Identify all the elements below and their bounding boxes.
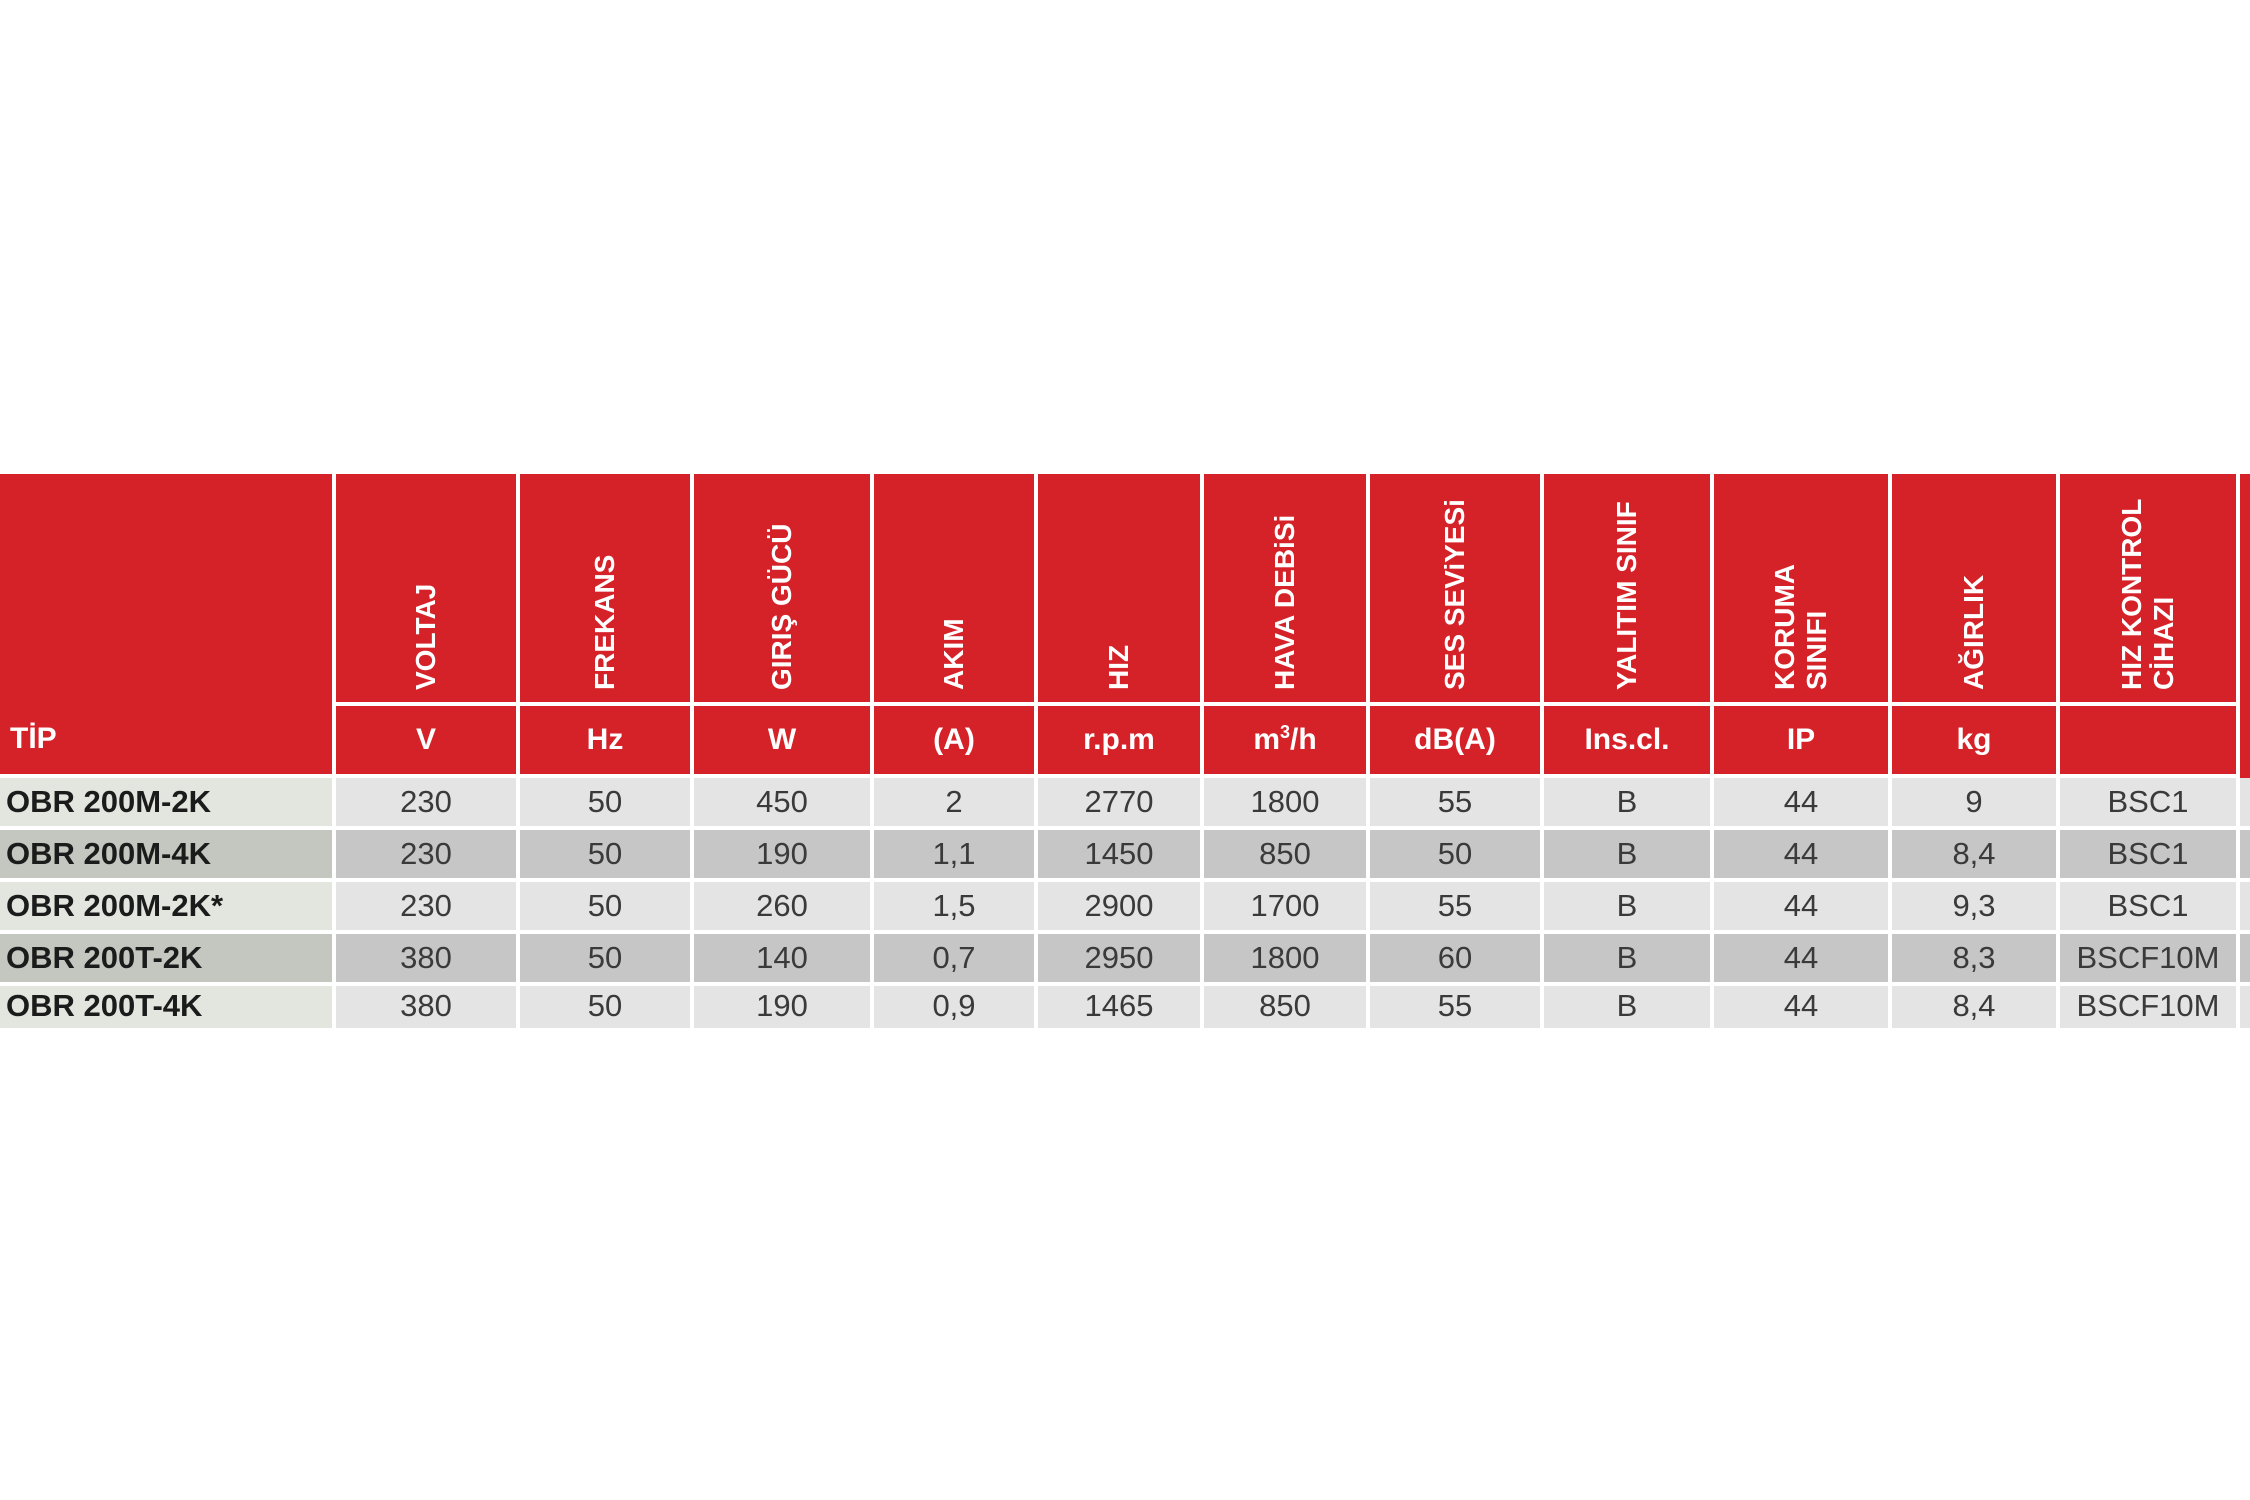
edge-cell [2240, 934, 2250, 986]
table-cell: 850 [1204, 986, 1370, 1028]
hava-debisi-header [1204, 474, 1370, 706]
yalitim-sinifi-header [1544, 474, 1714, 706]
hava-debisi-unit [1204, 706, 1370, 778]
hiz-header [1038, 474, 1204, 706]
table-cell: BSC1 [2060, 882, 2240, 934]
table-cell: 2 [874, 778, 1038, 830]
table-cell: 55 [1370, 882, 1544, 934]
table-cell: B [1544, 778, 1714, 830]
hava-debisi-header-label: HAVA DEBiSi [1269, 514, 1300, 690]
table-cell: 44 [1714, 882, 1892, 934]
table-row [0, 934, 2250, 986]
table-cell: 1,5 [874, 882, 1038, 934]
table-cell: 190 [694, 830, 874, 882]
table-cell: 44 [1714, 830, 1892, 882]
table-cell: 1700 [1204, 882, 1370, 934]
table-cell: 50 [520, 934, 694, 986]
table-cell: 1465 [1038, 986, 1204, 1028]
table-row [0, 882, 2250, 934]
hava-unit-main: m [1253, 723, 1280, 756]
table-cell: 8,4 [1892, 830, 2060, 882]
akim-unit: (A) [874, 706, 1038, 778]
frekans-header [520, 474, 694, 706]
table-cell: 0,7 [874, 934, 1038, 986]
hiz-kontrol-header [2060, 474, 2240, 706]
table-cell: 450 [694, 778, 874, 830]
table-cell: 9,3 [1892, 882, 2060, 934]
agirlik-unit: kg [1892, 706, 2060, 778]
table-cell: 380 [336, 986, 520, 1028]
table-row [0, 778, 2250, 830]
hiz-kontrol-unit [2060, 706, 2240, 778]
table-cell: 8,4 [1892, 986, 2060, 1028]
row-tip: OBR 200M-4K [0, 830, 336, 882]
row-tip: OBR 200T-2K [0, 934, 336, 986]
row-tip: OBR 200M-2K [0, 778, 336, 830]
table-cell: BSCF10M [2060, 986, 2240, 1028]
giris-gucu-header [694, 474, 874, 706]
table-cell: BSC1 [2060, 830, 2240, 882]
table-cell: 190 [694, 986, 874, 1028]
table-cell: 8,3 [1892, 934, 2060, 986]
hiz-header-label: HIZ [1103, 644, 1134, 690]
giris-gucu-unit: W [694, 706, 874, 778]
table-cell: 2770 [1038, 778, 1204, 830]
table-cell: 9 [1892, 778, 2060, 830]
table-cell: B [1544, 830, 1714, 882]
edge-cell [2240, 778, 2250, 830]
edge-cell [2240, 830, 2250, 882]
hiz-unit: r.p.m [1038, 706, 1204, 778]
table-cell: 60 [1370, 934, 1544, 986]
table-cell: 140 [694, 934, 874, 986]
frekans-unit: Hz [520, 706, 694, 778]
akim-header-label: AKIM [938, 618, 969, 690]
edge-cell [2240, 882, 2250, 934]
voltaj-unit: V [336, 706, 520, 778]
table-cell: B [1544, 882, 1714, 934]
table-cell: 230 [336, 830, 520, 882]
table-cell: 1450 [1038, 830, 1204, 882]
row-tip: OBR 200M-2K* [0, 882, 336, 934]
yalitim-unit: Ins.cl. [1544, 706, 1714, 778]
ses-seviyesi-unit: dB(A) [1370, 706, 1544, 778]
table-cell: B [1544, 986, 1714, 1028]
table-cell: 230 [336, 778, 520, 830]
table-cell: B [1544, 934, 1714, 986]
hiz-kontrol-line1: HIZ KONTROL [2116, 498, 2147, 690]
table-cell: 380 [336, 934, 520, 986]
hiz-kontrol-line2: CİHAZI [2148, 596, 2179, 690]
table-cell: BSCF10M [2060, 934, 2240, 986]
table-cell: 850 [1204, 830, 1370, 882]
hiz-kontrol-header-label [2116, 499, 2180, 690]
table-cell: BSC1 [2060, 778, 2240, 830]
table-cell: 55 [1370, 778, 1544, 830]
yalitim-sinifi-header-label: YALITIM SINIF [1611, 501, 1642, 690]
table-cell: 55 [1370, 986, 1544, 1028]
table-cell: 50 [520, 986, 694, 1028]
table-cell: 2900 [1038, 882, 1204, 934]
table-cell: 44 [1714, 778, 1892, 830]
ses-seviyesi-header [1370, 474, 1544, 706]
edge-cell [2240, 986, 2250, 1028]
koruma-sinifi-header-label [1769, 564, 1833, 690]
table-cell: 44 [1714, 986, 1892, 1028]
voltaj-header-label: VOLTAJ [410, 583, 441, 690]
table-cell: 0,9 [874, 986, 1038, 1028]
table-cell: 1800 [1204, 778, 1370, 830]
table-cell: 50 [520, 830, 694, 882]
table-cell: 50 [1370, 830, 1544, 882]
giris-gucu-header-label: GIRIŞ GÜCÜ [766, 523, 797, 690]
table-row [0, 830, 2250, 882]
hava-unit-tail: /h [1290, 723, 1317, 756]
voltaj-header [336, 474, 520, 706]
table-cell: 50 [520, 882, 694, 934]
tip-label: TİP [10, 722, 57, 755]
koruma-line2: SINIFI [1801, 610, 1832, 690]
koruma-sinifi-header [1714, 474, 1892, 706]
hava-unit-sup: 3 [1280, 722, 1291, 742]
spec-table [0, 474, 2250, 1028]
tip-header [0, 474, 336, 778]
koruma-line1: KORUMA [1769, 564, 1800, 690]
table-cell: 2950 [1038, 934, 1204, 986]
agirlik-header [1892, 474, 2060, 706]
table-cell: 50 [520, 778, 694, 830]
row-tip: OBR 200T-4K [0, 986, 336, 1028]
table-cell: 44 [1714, 934, 1892, 986]
table-row [0, 986, 2250, 1028]
frekans-header-label: FREKANS [589, 554, 620, 690]
table-cell: 260 [694, 882, 874, 934]
akim-header [874, 474, 1038, 706]
table-cell: 1800 [1204, 934, 1370, 986]
agirlik-header-label: AĞIRLIK [1958, 574, 1989, 690]
ses-seviyesi-header-label: SES SEViYESi [1439, 499, 1470, 690]
edge-header-strip [2240, 474, 2250, 778]
table-cell: 1,1 [874, 830, 1038, 882]
table-cell: 230 [336, 882, 520, 934]
koruma-unit: IP [1714, 706, 1892, 778]
